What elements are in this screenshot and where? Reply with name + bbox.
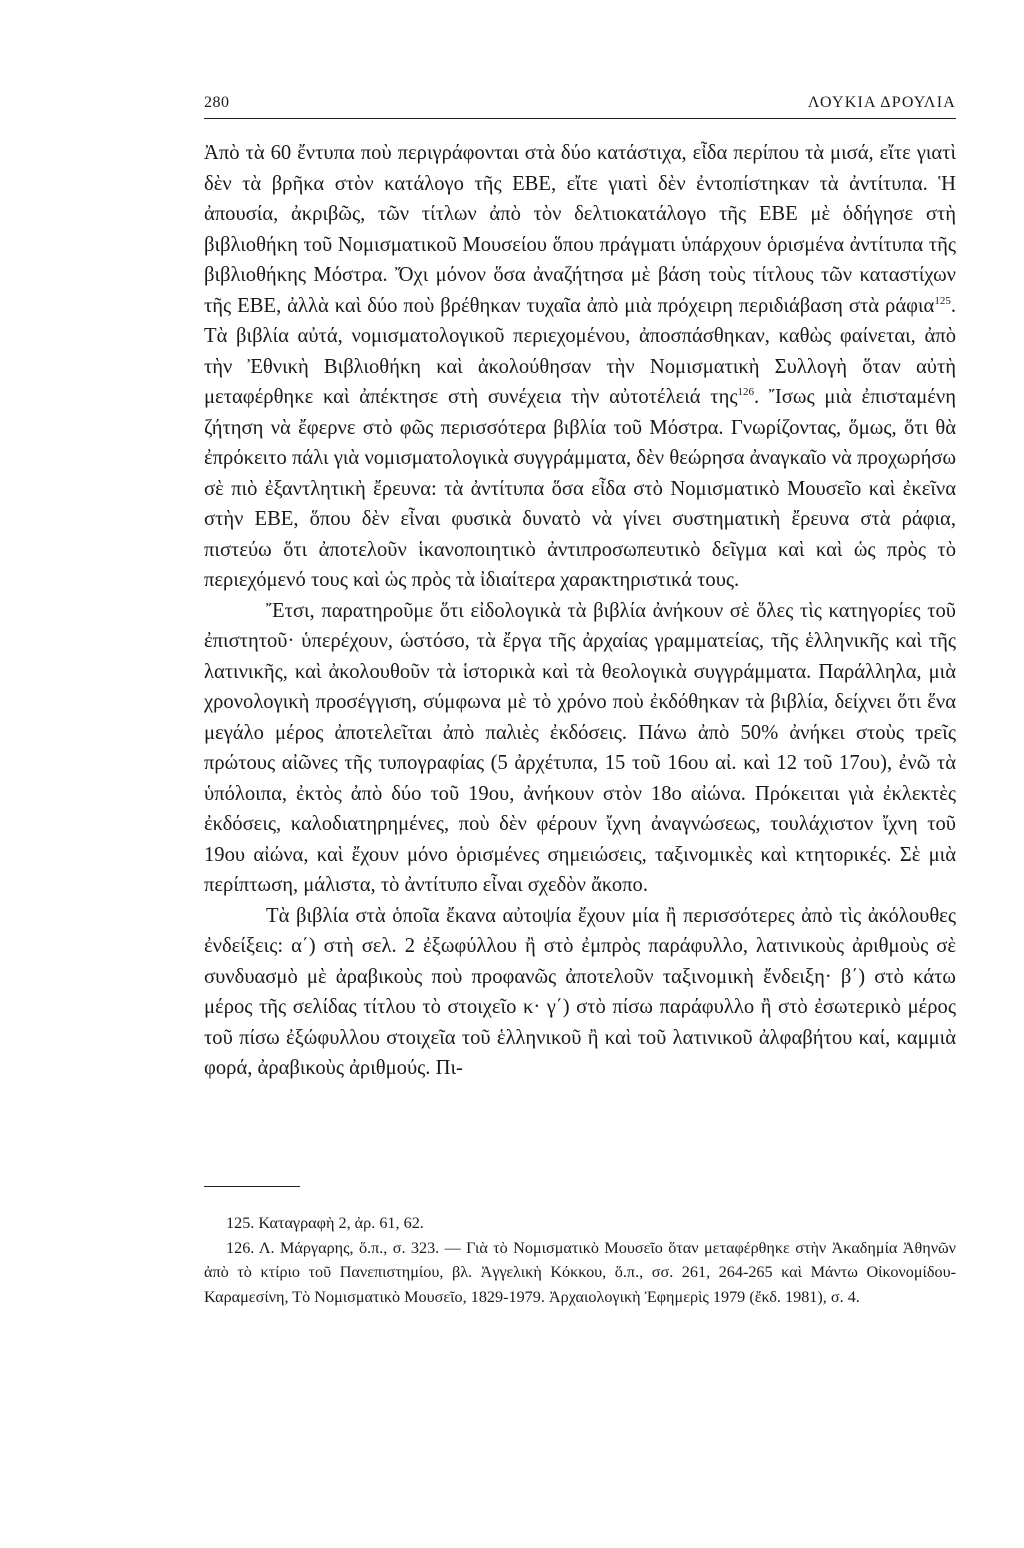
footnote-126: 126. Λ. Μάργαρης, ὅ.π., σ. 323. — Γιὰ τὸ Νομισματικὸ Μουσεῖο ὅταν μεταφέρθηκε στὴν Ἀκαδημία Ἀθηνῶν ἀπὸ τὸ κτίριο τοῦ Πανεπιστημίου, βλ. Ἀγγελικὴ Κόκκου, ὅ.π., σσ. 261, 264-265 καὶ Μάντω Οἰκονομίδου-Καραμεσίνη, Τὸ Νομισματικὸ Μουσεῖο, 1829-1979. Ἀρχαιολογικὴ Ἐφημερὶς 1979 (ἔκδ. 1981), σ. 4.	[204, 1238, 956, 1306]
footnote-separator	[204, 1186, 300, 1187]
footnote-ref-126: 126	[737, 386, 754, 399]
paragraph-1-part-a: Ἀπὸ τὰ 60 ἔντυπα ποὺ περιγράφονται στὰ δύο κατάστιχα, εἶδα περίπου τὰ μισά, εἴτε γιατὶ δὲν τὰ βρῆκα στὸν κατάλογο τῆς ΕΒΕ, εἴτε γιατὶ δὲν ἐντοπίστηκαν τὰ ἀντίτυπα. Ἡ ἀπουσία, ἀκριβῶς, τῶν τίτλων ἀπὸ τὸν δελτιοκατάλογο τῆς ΕΒΕ μὲ ὁδήγησε στὴ βιβλιοθήκη τοῦ Νομισματικοῦ Μουσείου ὅπου πράγματι ὑπάρχουν ὁρισμένα ἀντίτυπα τῆς βιβλιοθήκης Μόστρα. Ὄχι μόνον ὅσα ἀναζήτησα μὲ βάση τοὺς τίτλους τῶν καταστίχων τῆς ΕΒΕ, ἀλλὰ καὶ δύο ποὺ βρέθηκαν τυχαῖα ἀπὸ μιὰ πρόχειρη περιδιάβαση στὰ ράφια	[204, 142, 956, 317]
running-title: ΛΟΥΚΙΑ ΔΡΟΥΛΙΑ	[807, 94, 956, 111]
paragraph-3: Τὰ βιβλία στὰ ὁποῖα ἔκανα αὐτοψία ἔχουν μία ἢ περισσότερες ἀπὸ τὶς ἀκόλουθες ἐνδείξεις: α΄) στὴ σελ. 2 ἐξωφύλλου ἢ στὸ ἐμπρὸς παράφυλλο, λατινικοὺς ἀριθμοὺς σὲ συνδυασμὸ μὲ ἀραβικοὺς ποὺ προφανῶς ἀποτελοῦν ταξινομικὴ ἔνδειξη· β΄) στὸ κάτω μέρος τῆς σελίδας τίτλου τὸ στοιχεῖο κ· γ΄) στὸ πίσω παράφυλλο ἢ στὸ ἐσωτερικὸ μέρος τοῦ πίσω ἐξώφυλλου στοιχεῖα τοῦ ἑλληνικοῦ ἢ καὶ τοῦ λατινικοῦ ἀλφαβήτου καί, καμμιὰ φορά, ἀραβικοὺς ἀριθμούς. Πι-	[204, 904, 956, 1079]
paragraph-1-part-c: . Ἴσως μιὰ ἐπισταμένη ζήτηση νὰ ἔφερνε στὸ φῶς περισσότερα βιβλία τοῦ Μόστρα. Γνωρίζοντας, ὅμως, ὅτι θὰ ἐπρόκειτο πάλι γιὰ νομισματολογικὰ συγγράμματα, δὲν θεώρησα ἀναγκαῖο νὰ προχωρήσω σὲ πιὸ ἐξαντλητικὴ ἔρευνα: τὰ ἀντίτυπα ὅσα εἶδα στὸ Νομισματικὸ Μουσεῖο καὶ ἐκεῖνα στὴν ΕΒΕ, ὅπου δὲν εἶναι φυσικὰ δυνατὸ νὰ γίνει συστηματικὴ ἔρευνα στὰ ράφια, πιστεύω ὅτι ἀποτελοῦν ἱκανοποιητικὸ ἀντιπροσωπευτικὸ δεῖγμα καὶ καὶ ὡς πρὸς τὸ περιεχόμενό τους καὶ ὡς πρὸς τὰ ἰδιαίτερα χαρακτηριστικά τους.	[204, 386, 956, 591]
body-text	[204, 138, 956, 1084]
running-header	[204, 94, 956, 119]
paragraph-1	[204, 138, 956, 596]
paragraph-2: Ἔτσι, παρατηροῦμε ὅτι εἰδολογικὰ τὰ βιβλία ἀνήκουν σὲ ὅλες τὶς κατηγορίες τοῦ ἐπιστητοῦ· ὑπερέχουν, ὡστόσο, τὰ ἔργα τῆς ἀρχαίας γραμματείας, τῆς ἑλληνικῆς καὶ τῆς λατινικῆς, καὶ ἀκολουθοῦν τὰ ἱστορικὰ καὶ τὰ θεολογικὰ συγγράμματα. Παράλληλα, μιὰ χρονολογικὴ προσέγγιση, σύμφωνα μὲ τὸ χρόνο ποὺ ἐκδόθηκαν τὰ βιβλία, δείχνει ὅτι ἕνα μεγάλο μέρος ἀποτελεῖται ἀπὸ παλιὲς ἐκδόσεις. Πάνω ἀπὸ 50% ἀνήκει στοὺς τρεῖς πρώτους αἰῶνες τῆς τυπογραφίας (5 ἀρχέτυπα, 15 τοῦ 16ου αἰ. καὶ 12 τοῦ 17ου), ἐνῶ τὰ ὑπόλοιπα, ἐκτὸς ἀπὸ δύο τοῦ 19ου, ἀνήκουν στὸν 18ο αἰώνα. Πρόκειται γιὰ ἐκλεκτὲς ἐκδόσεις, καλοδιατηρημένες, ποὺ δὲν φέρουν ἴχνη ἀναγνώσεως, τουλάχιστον ἴχνη τοῦ 19ου αἰώνα, καὶ ἔχουν μόνο ὁρισμένες σημειώσεις, ταξινομικὲς καὶ κτητορικές. Σὲ μιὰ περίπτωση, μάλιστα, τὸ ἀντίτυπο εἶναι σχεδὸν ἄκοπο.	[204, 599, 956, 896]
paragraph-1-part-b: . Τὰ βιβλία αὐτά, νομισματολογικοῦ περιεχομένου, ἀποσπάσθηκαν, καθὼς φαίνεται, ἀπὸ τὴν Ἐθνικὴ Βιβλιοθήκη καὶ ἀκολούθησαν τὴν Νομισματικὴ Συλλογὴ ὅταν αὐτὴ μεταφέρθηκε καὶ ἀπέκτησε στὴ συνέχεια τὴν αὐτοτέλειά της	[204, 294, 956, 408]
page-number: 280	[204, 94, 230, 111]
footnotes	[204, 1211, 956, 1309]
footnote-125: 125. Καταγραφὴ 2, ἀρ. 61, 62.	[226, 1214, 424, 1232]
footnote-ref-125: 125	[934, 294, 951, 307]
